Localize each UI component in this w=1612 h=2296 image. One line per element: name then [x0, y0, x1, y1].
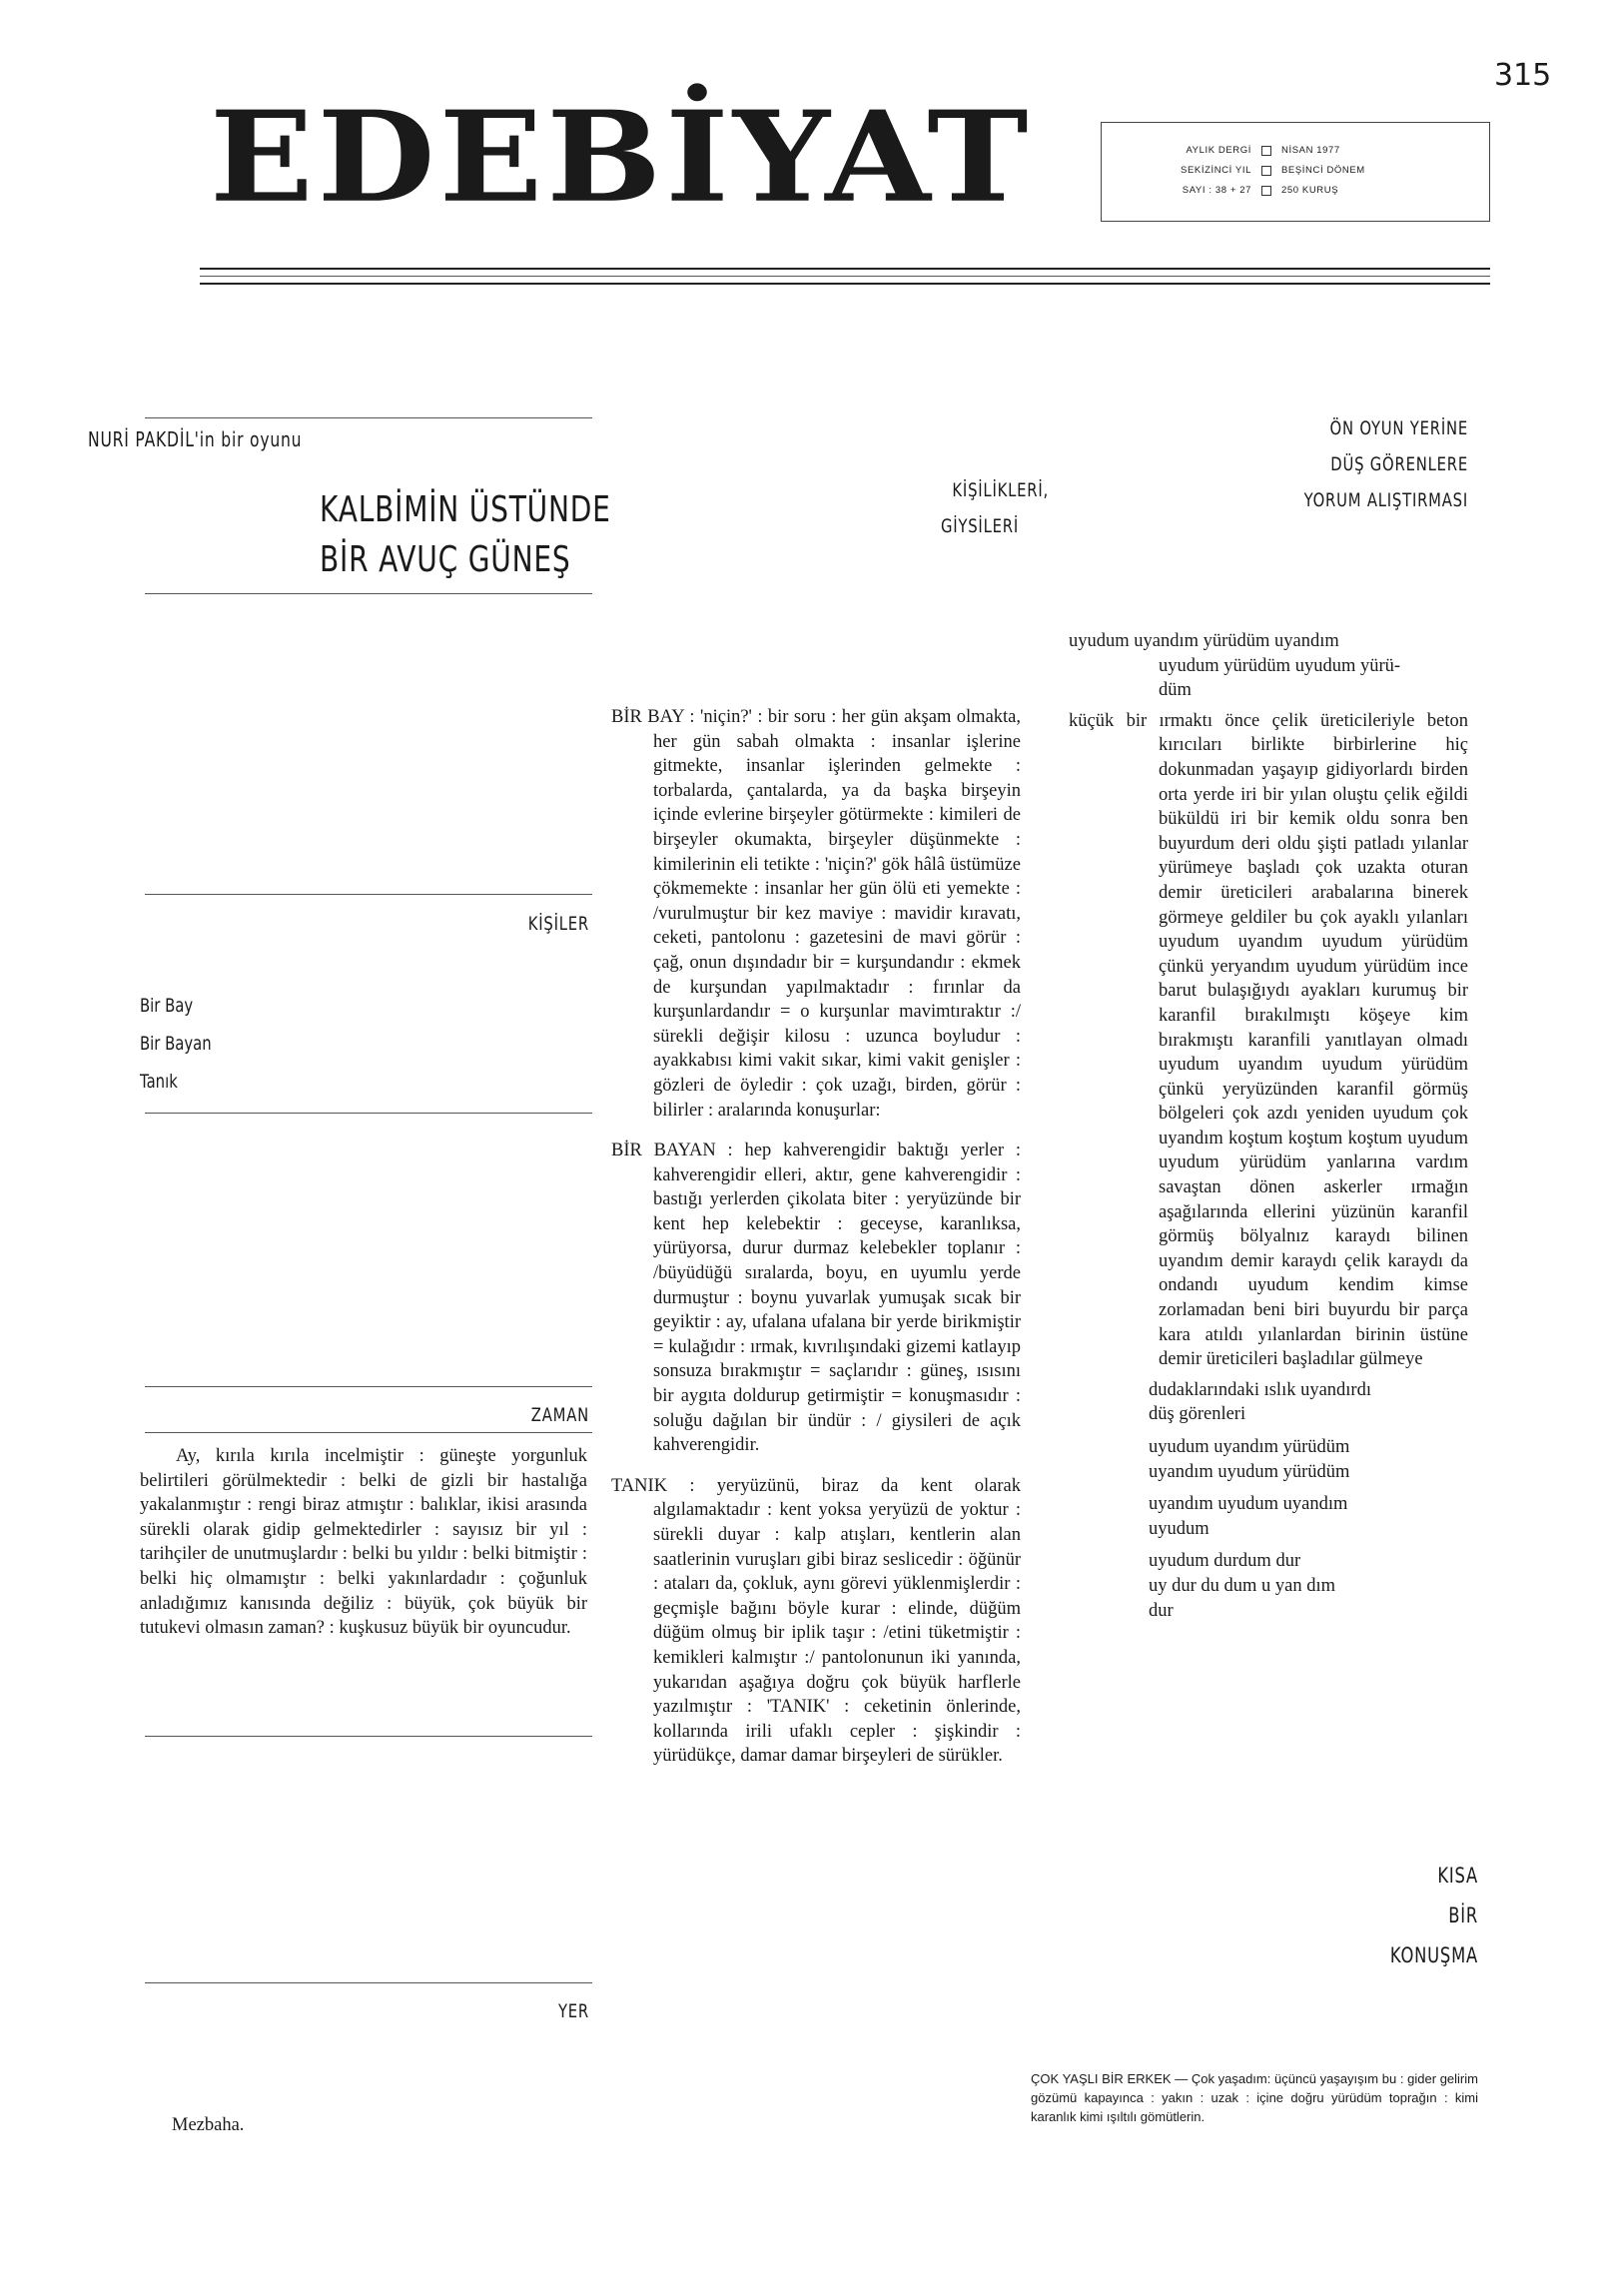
checkbox-glyph: [1261, 146, 1271, 156]
entry-text-bir-bayan: hep kahverengidir baktığı yerler : kahverengidir elleri, aktır, gene kahverengidir : bastığı yerlerden çikolata biter : yeryüzünde bir kent hep kelebektir : geceyse, karanlıksa, yürüyorsa, durur durmaz kelebekler toplanır : /büyüdüğü sıralarda, boyu, en uyumlu yerde durmuştur : boynu yuvarlak yumuşak sıcak bir geyiktir : ay, ufalana ufalana bir yerde birikmiştir = kulağıdır : ırmak, kıvrılışındaki gizemi katlayıp sonsuza bırakmıştır = saçlarıdır : güneş, ısısını bir aygıta doldurup getirmiştir = konuşmasıdır : soluğu dağılan bir ündür : / giysileri de açık kahverengidir.: [653, 1141, 1022, 1456]
poem-line: uyudum uyandım yürüdüm: [1149, 1437, 1350, 1457]
old-man-speech: [1031, 2069, 1478, 2126]
poem-line: uyandım uyudum yürüdüm: [1149, 1461, 1350, 1482]
page-number: 315: [1494, 58, 1552, 93]
poem-line: uyudum durdum dur: [1149, 1551, 1301, 1572]
old-man-text: Çok yaşadım: üçüncü yaşayışım bu : gider gelirim gözümü kapayınca : yakın : uzak : içine doğru yürüdüm toprağın : kimi karanlık kimi ışıltılı gömütlerin.: [1031, 2071, 1478, 2124]
time-rule-bottom: [145, 1736, 592, 1737]
top-line-3: düm: [1159, 680, 1192, 701]
person-1: Bir Bay: [140, 995, 194, 1017]
short-talk-line-1: KISA: [1437, 1864, 1478, 1888]
poem-line: düş görenleri: [1149, 1404, 1246, 1425]
place-heading: YER: [557, 2000, 589, 2022]
speaker-bir-bay: BİR BAY :: [611, 707, 695, 727]
poem-line: uy dur du dum u yan dım: [1149, 1575, 1336, 1596]
issue-info-box: [1101, 122, 1490, 222]
old-man-speaker: ÇOK YAŞLI BİR ERKEK —: [1031, 2071, 1189, 2086]
masthead-rule-2: [200, 276, 1490, 277]
magazine-title: EDEBİYAT: [210, 83, 1033, 232]
poem-block: [1069, 1378, 1468, 1623]
dream-main-text: küçük bir ırmaktı önce çelik üreticileriyle beton kırıcıları birlikte birbirlerine hiç dokunmadan yaşayıp gidiyorlardı birden orta yerde iri bir yılan oluştu çelik eğildi büküldü iri bir kemik oldu sonra ben buyurdum deri oldu şişti patladı yılanlar yürümeye başladı çok uzakta oturan demir üreticileri arabalarına binerek görmeye geldiler bu çok ayaklı yılanları uyudum uyandım uyudum yürüdüm çünkü yeryandım uyudum yürüdüm ince barut bulaşığıydı ayakları kurumuş bir karanfil bırakılmıştı köşeye kim bırakmıştı karanfili yanıtlayan olmadı uyudum uyandım uyudum yürüdüm çünkü yeryüzünden karanfil görmüş bölgeleri çok azdı yeniden uyudum çok uyandım koştum koştum koştum uyudum uyudum yürüdüm yanlarına vardım savaştan dönen askerler ırmağın aşağılarında ellerini yüzünün karanfil görmüş bölyalnız karaydı bilinen uyandım demir karaydı çelik karaydı da ondandı uyudum kendim kimse zorlamadan beni biri buyurdu bir parça kara atıldı yılanlardan birinin üstüne demir üreticileri başladılar gülmeye: [1069, 710, 1468, 1370]
time-text: Ay, kırıla kırıla incelmiştir : güneşte yorgunluk belirtileri görülmektedir : belki de gizli bir hastalığa yakalanmıştır : rengi biraz atmıştır : balıklar, ikisi arasında sürekli olarak gidip gelmektedirler : sayısız bir yıl : tarihçiler de unutmuşlardır : belki bu yıldır : belki bitmiştir : belki hiç olmamıştır : belki yakınlardadır : çoğunluk anladığımız kanısında değiliz : büyük, çok büyük bir tutukevi olmasın zaman? : kuşkusuz büyük bir oyuncudur.: [140, 1446, 587, 1639]
place-rule: [145, 1982, 592, 1983]
prelude-line-2: DÜŞ GÖRENLERE: [1330, 453, 1468, 475]
info-price: 250 KURUŞ: [1281, 185, 1339, 196]
persons-heading: KİŞİLER: [527, 913, 589, 935]
info-date: NİSAN 1977: [1281, 145, 1340, 156]
person-2: Bir Bayan: [140, 1033, 212, 1055]
time-heading: ZAMAN: [530, 1404, 589, 1426]
place-text: Mezbaha.: [172, 2115, 245, 2135]
prelude-line-1: ÖN OYUN YERİNE: [1329, 417, 1468, 439]
masthead-rule-3: [200, 283, 1490, 285]
header-rule-bottom: [145, 593, 592, 594]
character-descriptions: [611, 705, 1021, 1769]
dream-text-block: [1069, 629, 1468, 1623]
entry-bir-bayan: [611, 1139, 1021, 1458]
checkbox-glyph: [1261, 166, 1271, 176]
time-rule-2: [145, 1432, 592, 1433]
checkbox-glyph: [1261, 186, 1271, 196]
persons-rule-bottom: [145, 1113, 592, 1114]
poem-line: dur: [1149, 1600, 1174, 1621]
costume-heading-1: KİŞİLİKLERİ,: [952, 479, 1049, 501]
speaker-tanik: TANIK :: [611, 1475, 695, 1496]
poem-line: uyandım uyudum uyandım: [1149, 1494, 1348, 1515]
entry-tanik: [611, 1474, 1021, 1769]
entry-text-bir-bay: 'niçin?' : bir soru : her gün akşam olmakta, her gün sabah olmakta : insanlar işlerine gitmekte, insanlar işlerinden gelmekte : torbalarda, çantalarda, ya da başka birşeyin içinde evlerine birşeyler götürmekte : kimileri de birşeyler okumakta, birşeyler düşünmekte : kimilerinin eli tetikte : 'niçin?' gök hâlâ üstümüze çökmemekte : insanlar her gün ölü eti yemekte : /vurulmuştur bir kez maviye : mavidir kıravatı, ceketi, pantolonu : gazetesini de mavi görür : çağ, onun dışındadır bir = kurşundandır : ekmek de kurşundan yapılmaktadır : fırınlar da kurşunlardandır = o kurşunlar mavimtıraktır :/ sürekli değişir kilosu : uzunca boyludur : ayakkabısı kimi vakit sıkar, kimi vakit genişler : gözleri de öyledir : çok uzağı, birden, görür : bilirler : aralarında konuşurlar:: [653, 707, 1022, 1121]
info-monthly: AYLIK DERGİ: [1186, 145, 1251, 156]
info-issue: SAYI : 38 + 27: [1182, 185, 1251, 196]
poem-line: uyudum: [1149, 1518, 1209, 1539]
top-line-2: uyudum yürüdüm uyudum yürü-: [1159, 655, 1401, 676]
speaker-bir-bayan: BİR BAYAN :: [611, 1141, 733, 1161]
short-talk-line-3: KONUŞMA: [1389, 1943, 1478, 1967]
persons-rule: [145, 894, 592, 895]
costume-heading-2: GİYSİLERİ: [941, 515, 1019, 537]
short-talk-line-2: BİR: [1448, 1904, 1478, 1927]
header-rule-top: [145, 417, 592, 418]
entry-text-tanik: yeryüzünü, biraz da kent olarak algılamaktadır : kent yoksa yeryüzü de yoktur : sürekli duyar : kalp atışları, kentlerin alan saatlerinin vuruşları gibi biraz seslicedir : öğünür : ataları da, çokluk, aynı görevi yüklenmişlerdir : geçmişle bağını böyle kurar : elinde, düğüm düğüm olmuş bir iplik taşır : /etini tüketmiştir : kemikleri kalmıştır :/ pantolonunun iki yanında, yukarıdan aşağıya doğru çok büyük harflerle yazılmıştır : 'TANIK' : ceketinin önlerinde, kollarında irili ufaklı cepler : şişkindir : yürüdükçe, damar damar birşeyleri de sürükler.: [653, 1475, 1022, 1767]
prelude-line-3: YORUM ALIŞTIRMASI: [1303, 489, 1468, 511]
entry-bir-bay: [611, 705, 1021, 1123]
info-year: SEKİZİNCİ YIL: [1181, 165, 1251, 176]
poem-line: dudaklarındaki ıslık uyandırdı: [1149, 1379, 1371, 1400]
play-title-line-1: KALBİMİN ÜSTÜNDE: [320, 489, 611, 530]
author-line: NURİ PAKDİL'in bir oyunu: [88, 427, 303, 451]
time-rule: [145, 1386, 592, 1387]
person-3: Tanık: [140, 1071, 178, 1093]
play-title-line-2: BİR AVUÇ GÜNEŞ: [320, 539, 571, 580]
info-period: BEŞİNCİ DÖNEM: [1281, 165, 1365, 176]
masthead-rule-1: [200, 268, 1490, 270]
top-line-1: uyudum uyandım yürüdüm uyandım: [1069, 631, 1339, 651]
